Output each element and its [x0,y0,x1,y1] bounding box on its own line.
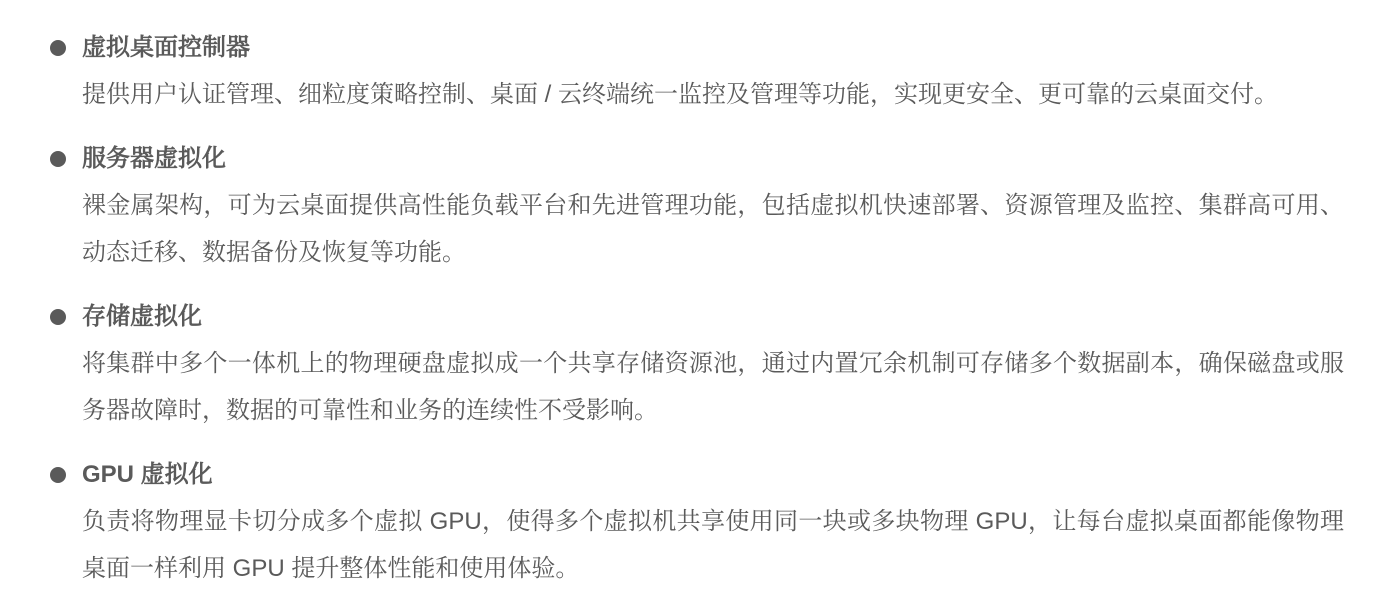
bullet-icon [50,309,66,325]
feature-title-text: GPU 虚拟化 [82,461,213,488]
bullet-icon [50,151,66,167]
feature-description: 提供用户认证管理、细粒度策略控制、桌面 / 云终端统一监控及管理等功能，实现更安全、更可靠的云桌面交付。 [82,81,1279,108]
feature-title [82,451,1344,498]
feature-description: 将集群中多个一体机上的物理硬盘虚拟成一个共享存储资源池，通过内置冗余机制可存储多个数据副本，确保磁盘或服务器故障时，数据的可靠性和业务的连续性不受影响。 [82,350,1344,424]
bullet-icon [50,40,66,56]
feature-item-gpu-virtualization [82,451,1344,592]
feature-title [82,135,1344,182]
bullet-icon [50,467,66,483]
feature-item-desktop-controller [82,24,1344,118]
feature-title-text: 服务器虚拟化 [82,145,226,172]
feature-title [82,293,1344,340]
feature-title-text: 虚拟桌面控制器 [82,34,250,61]
feature-description: 裸金属架构，可为云桌面提供高性能负载平台和先进管理功能，包括虚拟机快速部署、资源管理及监控、集群高可用、动态迁移、数据备份及恢复等功能。 [82,192,1344,266]
feature-item-storage-virtualization [82,293,1344,434]
feature-item-server-virtualization [82,135,1344,276]
feature-title-text: 存储虚拟化 [82,303,202,330]
feature-description: 负责将物理显卡切分成多个虚拟 GPU，使得多个虚拟机共享使用同一块或多块物理 GPU，让每台虚拟桌面都能像物理桌面一样利用 GPU 提升整体性能和使用体验。 [82,508,1344,582]
feature-title [82,24,1344,71]
